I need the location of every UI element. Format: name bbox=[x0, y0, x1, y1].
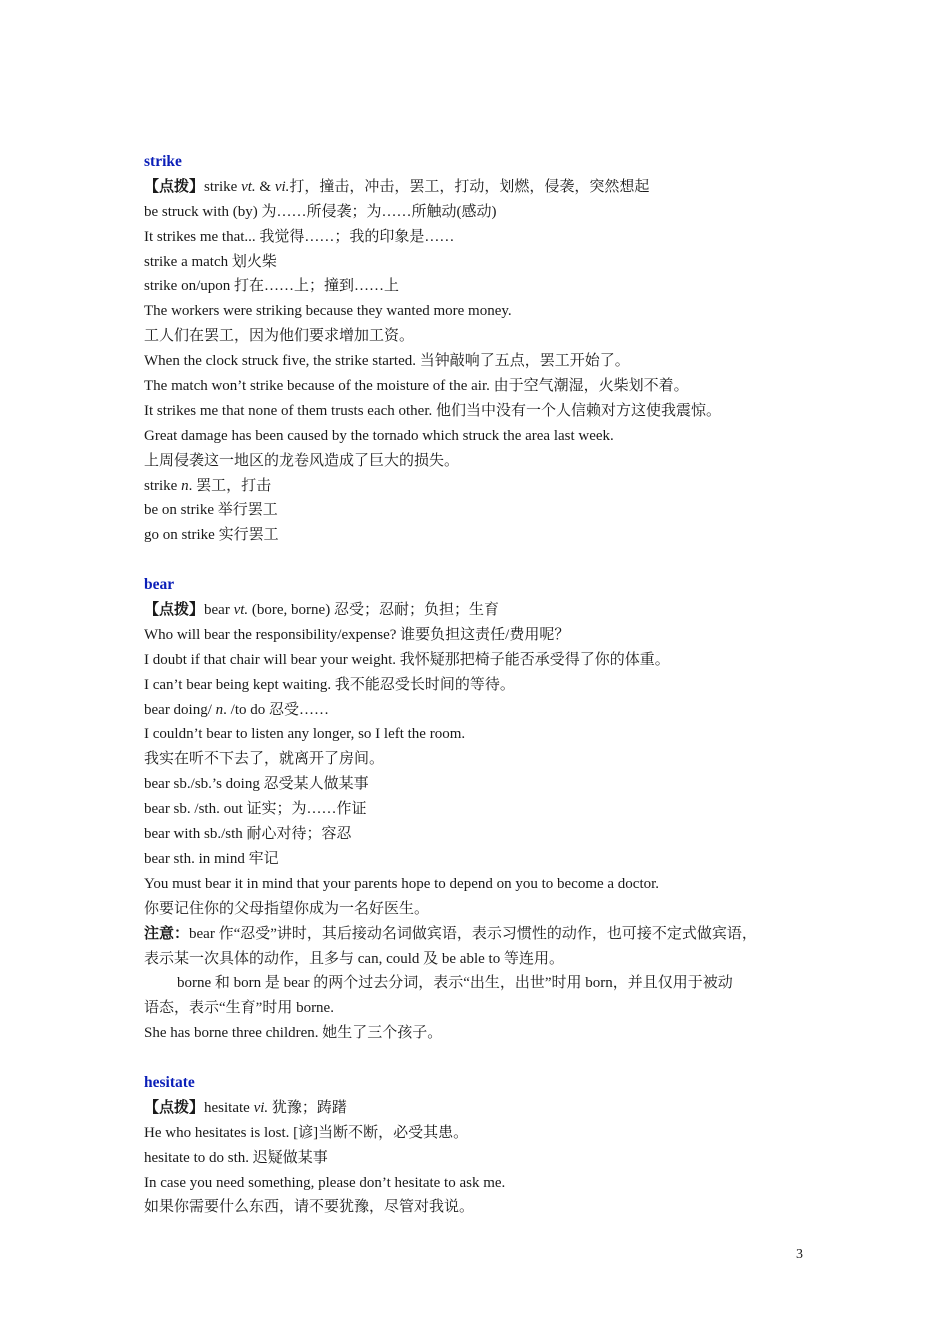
text-line: In case you need something, please don’t hesitate to ask me. bbox=[144, 1174, 506, 1191]
text-line: hesitate to do sth. 迟疑做某事 bbox=[144, 1149, 328, 1166]
ampersand: & bbox=[255, 178, 275, 195]
note-line: 表示某一次具体的动作，且多与 can, could 及 be able to 等连用。 bbox=[144, 950, 564, 967]
text-line: be on strike 举行罢工 bbox=[144, 502, 278, 519]
word: strike bbox=[204, 178, 242, 195]
bear-doing-line bbox=[144, 698, 824, 723]
tip-tag: 【点拨】 bbox=[144, 178, 205, 195]
text-line: strike a match 划火柴 bbox=[144, 253, 277, 270]
part-of-speech: n bbox=[181, 477, 189, 494]
text-line: It strikes me that none of them trusts each other. 他们当中没有一个人信赖对方这使我震惊。 bbox=[144, 402, 722, 419]
text-line: strike on/upon 打在……上；撞到……上 bbox=[144, 278, 399, 295]
definition: (bore, borne) 忍受；忍耐；负担；生育 bbox=[248, 602, 499, 619]
definition: . 罢工，打击 bbox=[188, 477, 272, 494]
entry-heading-hesitate: hesitate bbox=[144, 1073, 195, 1091]
text-line: The workers were striking because they wanted more money. bbox=[144, 303, 512, 320]
part-of-speech: vi. bbox=[253, 1099, 269, 1116]
text-line: bear with sb./sth 耐心对待；容忍 bbox=[144, 826, 352, 843]
part-of-speech: vt. bbox=[241, 178, 256, 195]
text-line: 如果你需要什么东西，请不要犹豫，尽管对我说。 bbox=[144, 1199, 475, 1216]
text-line: Great damage has been caused by the tornado which struck the area last week. bbox=[144, 427, 614, 444]
part-of-speech-2: vi. bbox=[274, 178, 290, 195]
spacer bbox=[144, 548, 824, 573]
text-line: go on strike 实行罢工 bbox=[144, 527, 279, 544]
text-line: 你要记住你的父母指望你成为一名好医生。 bbox=[144, 900, 430, 917]
entry-heading-strike: strike bbox=[144, 153, 182, 170]
text-line: She has borne three children. 她生了三个孩子。 bbox=[144, 1025, 443, 1042]
text-line: be struck with (by) 为……所侵袭；为……所触动(感动) bbox=[144, 203, 497, 220]
text-line: When the clock struck five, the strike started. 当钟敲响了五点，罢工开始了。 bbox=[144, 353, 630, 370]
tip-tag: 【点拨】 bbox=[144, 602, 205, 619]
entry-heading-bear: bear bbox=[144, 576, 175, 594]
spacer bbox=[144, 1046, 824, 1071]
tip-tag: 【点拨】 bbox=[144, 1099, 205, 1116]
text-line: He who hesitates is lost. [谚]当断不断，必受其患。 bbox=[144, 1124, 469, 1141]
text-line: I can’t bear being kept waiting. 我不能忍受长时间的等待。 bbox=[144, 676, 515, 693]
text-line: The match won’t strike because of the moisture of the air. 由于空气潮湿，火柴划不着。 bbox=[144, 378, 689, 395]
text-line: bear sb. /sth. out 证实；为……作证 bbox=[144, 801, 367, 818]
phrase-part: bear doing/ bbox=[144, 701, 216, 718]
hesitate-definition-line bbox=[144, 1096, 824, 1121]
text-line: I doubt if that chair will bear your weight. 我怀疑那把椅子能否承受得了你的体重。 bbox=[144, 651, 670, 668]
word: strike bbox=[144, 477, 182, 494]
word: hesitate bbox=[204, 1099, 254, 1116]
document-page bbox=[144, 150, 824, 1220]
phrase-part: . /to do 忍受…… bbox=[223, 701, 329, 718]
definition: 犹豫；踌躇 bbox=[268, 1099, 347, 1116]
bear-definition-line bbox=[144, 598, 824, 623]
part-of-speech: vt. bbox=[233, 602, 249, 619]
text-line: bear sth. in mind 牢记 bbox=[144, 850, 279, 867]
page-number: 3 bbox=[796, 1247, 803, 1262]
strike-noun-line bbox=[144, 474, 824, 499]
word: bear bbox=[204, 602, 234, 619]
note-line: borne 和 born 是 bear 的两个过去分词，表示“出生，出世”时用 born，并且仅用于被动 bbox=[177, 975, 733, 992]
note-text: bear 作“忍受”讲时，其后接动名词做宾语，表示习惯性的动作，也可接不定式做宾语， bbox=[189, 925, 757, 942]
text-line: You must bear it in mind that your parents hope to depend on you to become a doctor. bbox=[144, 875, 660, 892]
text-line: 我实在听不下去了，就离开了房间。 bbox=[144, 751, 385, 768]
text-line: It strikes me that... 我觉得……；我的印象是…… bbox=[144, 228, 455, 245]
text-line: bear sb./sb.’s doing 忍受某人做某事 bbox=[144, 776, 369, 793]
text-line: 上周侵袭这一地区的龙卷风造成了巨大的损失。 bbox=[144, 452, 460, 469]
strike-definition-line bbox=[144, 175, 824, 200]
note-label: 注意： bbox=[144, 925, 190, 942]
text-line: 工人们在罢工，因为他们要求增加工资。 bbox=[144, 328, 415, 345]
note-line: 语态，表示“生育”时用 borne. bbox=[144, 1000, 334, 1017]
definition: 打，撞击，冲击，罢工，打动，划燃，侵袭，突然想起 bbox=[289, 178, 650, 195]
text-line: I couldn’t bear to listen any longer, so I left the room. bbox=[144, 726, 466, 743]
note-line bbox=[144, 922, 824, 947]
text-line: Who will bear the responsibility/expense? 谁要负担这责任/费用呢？ bbox=[144, 626, 570, 643]
part-of-speech: n bbox=[215, 701, 224, 718]
